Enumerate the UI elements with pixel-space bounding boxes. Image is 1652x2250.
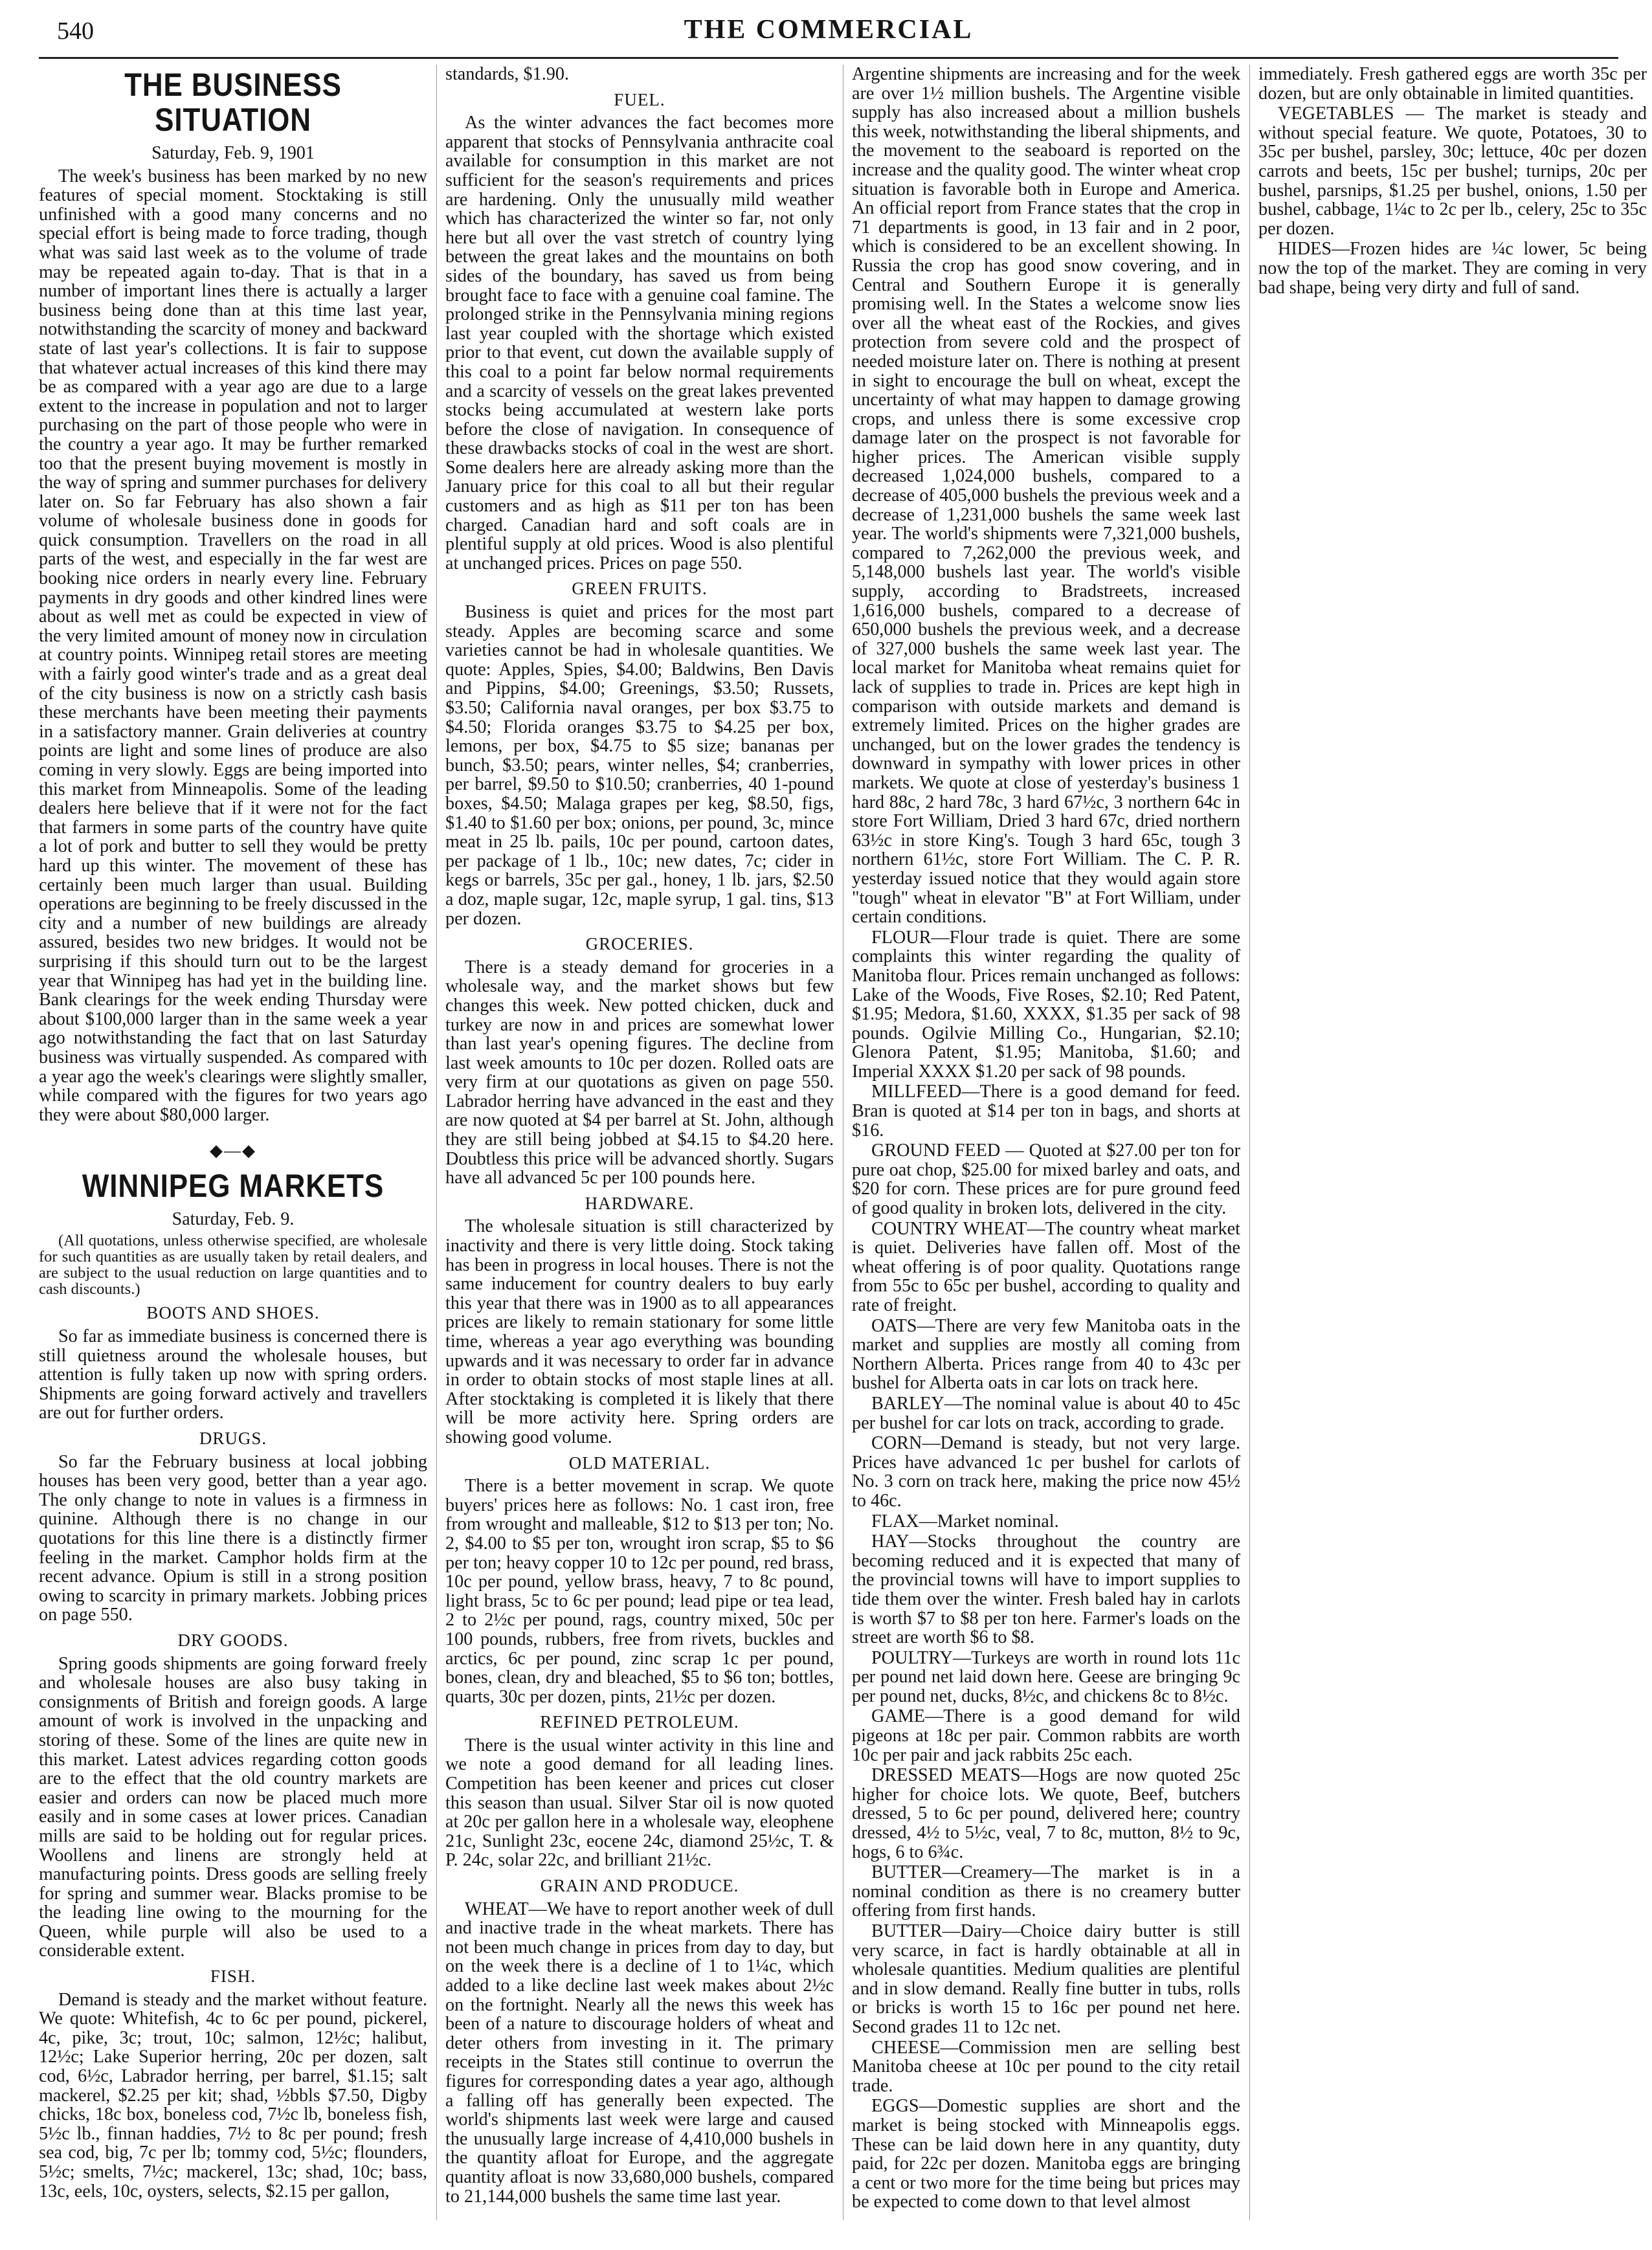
section-paragraph: HAY—Stocks throughout the country are becoming reduced and it is expected that many of the provincial towns will have to import supplies to tide them over the winter. Fresh baled hay in carlots is worth $7 to $8 per ton here. Farmer's loads on the street are worth $6 to $8. [852,1532,1240,1648]
section-paragraph: standards, $1.90. [445,65,570,84]
section-heading: HARDWARE. [585,1193,695,1213]
section-paragraph: POULTRY—Turkeys are worth in round lots 11c per pound net laid down here. Geese are bringing 9c per pound net, ducks, 8½c, and chickens 8c to 8½c. [852,1647,1240,1706]
section-paragraph: GROUND FEED — Quoted at $27.00 per ton for pure oat chop, $25.00 for mixed barley and oats, and $20 for corn. These prices are for pure ground feed of good quality in broken lots, delivered in the city. [852,1141,1240,1219]
section-paragraph: COUNTRY WHEAT—The country wheat market is quiet. Deliveries have fallen off. Most of the wheat offering is of poor quality. Quotations range from 55c to 65c per bushel, according to quality and rate of freight. [852,1218,1240,1315]
section-heading: BOOTS AND SHOES. [146,1303,320,1323]
section-paragraph: So far the February business at local jobbing houses has been very good, better than a year ago. The only change to note in values is a firmness in quinine. Although there is no change in our quotations for this line there is a distinctly firmer feeling in the market. Camphor holds firm at the recent advance. Opium is still in a strong position owing to scarcity in primary markets. Jobbing prices on page 550. [39,1451,427,1625]
section-paragraph: Spring goods shipments are going forward freely and wholesale houses are also busy taking in consignments of British and foreign goods. A large amount of work is involved in the unpacking and storing of these. Some of the lines are quite new in this market. Latest advices regarding cotton goods are to the effect that the old country markets are easier and orders can now be placed much more easily and in some cases at lower prices. Canadian mills are said to be holding out for regular prices. Woollens and linens are strongly held at manufacturing points. Dress goods are selling freely for spring and summer wear. Blacks promise to be the leading line owing to the mourning for the Queen, while purple will also be used to a considerable extent. [39,1653,427,1961]
section-paragraph: FLAX—Market nominal. [871,1511,1059,1532]
business-heading: THE BUSINESS SITUATION [124,67,342,138]
masthead [39,14,1618,53]
column-divider [436,65,437,2220]
section-paragraph: FLOUR—Flour trade is quiet. There are some complaints this winter regarding the quality of Manitoba flour. Prices remain unchanged as follows: Lake of the Woods, Five Roses, $2.10; Red Patent, $1.95; Medora, $1.60, XXXX, $1.35 per sack of 98 pounds. Ogilvie Milling Co., Hungarian, $2.10; Glenora Patent, $1.95; Manitoba, $1.60; and Imperial XXXX $1.20 per sack of 98 pounds. [852,927,1240,1082]
section-heading: GROCERIES. [585,934,694,954]
markets-note: (All quotations, unless otherwise specified, are wholesale for such quantities as are usually taken by retail dealers, and are subject to the usual reduction on large quantities and to cash discounts.) [39,1232,427,1298]
section-paragraph: DRESSED MEATS—Hogs are now quoted 25c higher for choice lots. We quote, Beef, butchers dressed, 5 to 6c per pound, delivered here; country dressed, 4½ to 5½c, veal, 7 to 8c, mutton, 8½ to 9c, hogs, 6 to 6¾c. [852,1765,1240,1862]
section-paragraph: There is the usual winter activity in this line and we note a good demand for all leading lines. Competition has been keener and prices cut closer this season than usual. Silver Star oil is now quoted at 20c per gallon here in a wholesale way, eleophene 21c, Sunlight 23c, eocene 24c, diamond 25½c, T. & P. 24c, solar 22c, and brilliant 21½c. [445,1735,834,1871]
section-paragraph: OATS—There are very few Manitoba oats in the market and supplies are mostly all coming from Northern Alberta. Prices range from 40 to 43c per bushel for Alberta oats in car lots on track here. [852,1315,1240,1394]
business-paragraph: The week's business has been marked by no new features of special moment. Stocktaking is still unfinished with a good many concerns and no special effort is being made to force trading, though what was said last week as to the volume of trade may be repeated again to-day. That is that in a number of important lines there is actually a larger business being done than at this time last year, notwithstanding the scarcity of money and backward state of last year's collections. It is fair to suppose that whatever actual increases of this kind there may be as compared with a year ago are due to a large extent to the increase in population and not to larger purchasing on the part of those people who were in the country a year ago. It may be further remarked too that the present buying movement is mostly in the way of spring and summer purchases for delivery later on. So far February has also shown a fair volume of wholesale business done in goods for quick consumption. Travellers on the road in all parts of the west, and especially in the far west are booking nice orders in nearly every line. February payments in dry goods and other kindred lines were about as well met as could be expected in view of the very limited amount of money now in circulation at country points. Winnipeg retail stores are meeting with a fairly good winter's trade and as a great deal of the city business is now on a strictly cash basis these merchants have been meeting their payments in a satisfactory manner. Grain deliveries at country points are light and some lines of produce are also coming in very slowly. Eggs are being imported into this market from Minneapolis. Some of the leading dealers here believe that if it were not for the fact that farmers in some parts of the country have quite a lot of pork and butter to sell they would be pretty hard up this winter. The movement of these has certainly been much larger than usual. Building operations are beginning to be freely discussed in the city and a number of new buildings are already assured, besides two new bridges. It would not be surprising if this should turn out to be the largest year that Winnipeg has had yet in the building line. Bank clearings for the week ending Thursday were about $100,000 larger than in the same week a year ago notwithstanding the fact that on last Saturday business was virtually suspended. As compared with a year ago the week's clearings were slightly smaller, while compared with the figures for two years ago they were about $80,000 larger. [39,166,427,1125]
section-paragraph: Demand is steady and the market without feature. We quote: Whitefish, 4c to 6c per pound, pickerel, 4c, pike, 3c; trout, 10c; salmon, 12½c; halibut, 12½c; Lake Superior herring, 20c per dozen, salt cod, 6½c, Labrador herring, per barrel, $1.15; salt mackerel, $2.25 per kit; shad, ½bbls $7.50, Digby chicks, 18c box, boneless cod, 7½c lb, boneless fish, 5½c lb., finnan haddies, 7½ to 8c per pound; fresh sea cod, big, 7c per lb; tommy cod, 5½c; flounders, 5½c; smelts, 7½c; mackerel, 13c; shad, 10c; bass, 13c, eels, 10c, oysters, selects, $2.15 per gallon, [39,1989,427,2201]
masthead-rule [39,57,1618,59]
running-head: THE COMMERCIAL [684,15,974,45]
section-heading: DRY GOODS. [177,1630,289,1650]
section-paragraph: BARLEY—The nominal value is about 40 to 45c per bushel for car lots on track, according to grade. [852,1393,1240,1433]
section-paragraph: As the winter advances the fact becomes more apparent that stocks of Pennsylvania anthracite coal available for consumption in this market are not sufficient for the season's requirements and prices are hardening. Only the unusually mild weather which has characterized the winter so far, not only here but all over the vast stretch of country lying between the great lakes and the mountains on both sides of the boundary, has saved us from being brought face to face with a genuine coal famine. The prolonged strike in the Pennsylvania mining regions last year coupled with the shortage which existed prior to that event, cut down the available supply of this coal to a point far below normal requirements and a scarcity of vessels on the great lakes prevented stocks being accumulated at western lake ports before the close of navigation. In consequence of these drawbacks stocks of coal in the west are short. Some dealers here are already asking more than the January price for this coal to all but their regular customers and as high as $11 per ton has been charged. Canadian hard and soft coals are in plentiful supply at old prices. Wood is also plentiful at unchanged prices. Prices on page 550. [445,113,834,574]
section-paragraph: WHEAT—We have to report another week of dull and inactive trade in the wheat markets. There has not been much change in prices from day to day, but on the week there is a decline of 1 to 1¼c, which added to a like decline last week makes about 2½c on the fortnight. Nearly all the news this week has been of a nature to discourage holders of wheat and deter others from investing in it. The primary receipts in the States still continue to overrun the figures for corresponding dates a year ago, although a falling off has generally been expected. The world's shipments last week were large and caused the unusually large increase of 4,410,000 bushels in the quantity afloat for Europe, and the aggregate quantity afloat is now 33,680,000 bushels, compared to 21,144,000 bushels the same time last year. [445,1899,834,2207]
article-separator: ◆—◆ [210,1141,256,1161]
business-dateline: Saturday, Feb. 9, 1901 [151,143,315,163]
section-paragraph: There is a better movement in scrap. We quote buyers' prices here as follows: No. 1 cast iron, free from wrought and malleable, $12 to $13 per ton; No. 2, $4.00 to $5 per ton, wrought iron scrap, $5 to $6 per ton; heavy copper 10 to 12c per pound, red brass, 10c per pound, yellow brass, heavy, 7 to 8c pound, light brass, 5c to 6c per pound; lead pipe or tea lead, 2 to 2½c per pound, rags, country mixed, 50c per 100 pounds, rubbers, free from rivets, buckles and arctics, 6c per pound, zinc scrap 1c per pound, bones, clean, dry and bleached, $5 to $6 ton; bottles, quarts, 30c per dozen, pints, 21½c per dozen. [445,1476,834,1707]
section-paragraph: HIDES—Frozen hides are ¼c lower, 5c being now the top of the market. They are coming in very bad shape, being very dirty and full of sand. [1258,239,1647,298]
section-heading: GRAIN AND PRODUCE. [540,1876,739,1896]
markets-dateline: Saturday, Feb. 9. [172,1209,295,1229]
section-paragraph: Argentine shipments are increasing and for the week are over 1½ million bushels. The Argentine visible supply has also increased about a million bushels this week, notwithstanding the liberal shipments, and the movement to the seaboard is reported on the increase and the quality good. The winter wheat crop situation is favorable both in Europe and America. An official report from France states that the crop in 71 departments is good, in 13 fair and in 2 poor, which is considered to be an excellent showing. In Russia the crop has good snow covering, and in Central and Southern Europe it is generally promising well. In the States a welcome snow lies over all the wheat east of the Rockies, and gives protection from severe cold and the prospect of needed moisture later on. There is nothing at present in sight to encourage the bull on wheat, except the uncertainty of what may happen to damage growing crops, and unless there is some excessive crop damage later on the prospect is not favorable for higher prices. The American visible supply decreased 1,024,000 bushels, compared to a decrease of 405,000 bushels the previous week and a decrease of 1,231,000 bushels the same week last year. The world's shipments were 7,321,000 bushels, compared to 7,262,000 the previous week, and 5,148,000 bushels last year. The world's visible supply, according to Bradstreets, increased 1,616,000 bushels, compared to a decrease of 650,000 bushels the previous week, and a decrease of 327,000 bushels the same week last year. The local market for Manitoba wheat remains quiet for lack of supplies to trade in. Prices are kept high in comparison with outside markets and demand is extremely limited. Prices on the higher grades are unchanged, but on the lower grades the tendency is downward in sympathy with lower prices in other markets. We quote at close of yesterday's business 1 hard 88c, 2 hard 78c, 3 hard 67½c, 3 northern 64c in store Fort William, Dried 3 hard 67c, dried northern 63½c in store King's. Tough 3 hard 65c, tough 3 northern 61½c, store Fort William. The C. P. R. yesterday issued notice that they would again store "tough" wheat in elevator "B" at Fort William, under certain conditions. [852,65,1240,928]
section-paragraph: So far as immediate business is concerned there is still quietness around the wholesale houses, but attention is fully taken up now with spring orders. Shipments are going forward actively and travellers are out for further orders. [39,1326,427,1423]
section-paragraph: BUTTER—Dairy—Choice dairy butter is still very scarce, in fact is hardly obtainable at all in wholesale quantities. Medium qualities are plentiful and in slow demand. Really fine butter in tubs, rolls or bricks is worth 15 to 16c per pound net here. Second grades 11 to 12c net. [852,1921,1240,2037]
section-paragraph: CORN—Demand is steady, but not very large. Prices have advanced 1c per bushel for carlots of No. 3 corn on track here, making the price now 45½ to 46c. [852,1433,1240,1511]
column-divider [1249,65,1250,2220]
section-heading: DRUGS. [199,1429,267,1449]
section-paragraph: MILLFEED—There is a good demand for feed. Bran is quoted at $14 per ton in bags, and shorts at $16. [852,1082,1240,1141]
column-3 [852,65,1240,2220]
column-2 [445,65,834,2220]
section-paragraph: immediately. Fresh gathered eggs are worth 35c per dozen, but are only obtainable in limited quantities. [1258,65,1647,104]
section-paragraph: Business is quiet and prices for the most part steady. Apples are becoming scarce and some varieties cannot be had in wholesale quantities. We quote: Apples, Spies, $4.00; Baldwins, Ben Davis and Pippins, $4.00; Greenings, $3.50; Russets, $3.50; California naval oranges, per box $3.75 to $4.50; Florida oranges $3.75 to $4.25 per box, lemons, per box, $4.75 to $5 size; bananas per bunch, $3.50; pears, winter nelles, $4; cranberries, per barrel, $9.50 to $10.50; cranberries, 40 1-pound boxes, $4.50; Malaga grapes per keg, $8.50, figs, $1.40 to $1.60 per box; onions, per pound, 3c, mince meat in 25 lb. pails, 10c per pound, cartoon dates, per package of 1 lb., 10c; new dates, 7c; cider in kegs or barrels, 35c per gal., honey, 1 lb. jars, $2.50 a doz, maple sugar, 12c, maple syrup, 1 gal. tins, $13 per dozen. [445,602,834,929]
section-paragraph: GAME—There is a good demand for wild pigeons at 18c per pair. Common rabbits are worth 10c per pair and jack rabbits 25c each. [852,1706,1240,1765]
section-paragraph: There is a steady demand for groceries in a wholesale way, and the market shows but few changes this week. New potted chicken, duck and turkey are now in and prices are somewhat lower than last year's opening figures. The decline from last week amounts to 10c per dozen. Rolled oats are very firm at our quotations as given on page 550. Labrador herring have advanced in the east and they are now quoted at $4 per barrel at St. John, although they are still being jobbed at $4.15 to $4.20 here. Doubtless this price will be advanced shortly. Sugars have all advanced 5c per 100 pounds here. [445,957,834,1188]
section-paragraph: CHEESE—Commission men are selling best Manitoba cheese at 10c per pound to the city retail trade. [852,2037,1240,2096]
section-paragraph: The wholesale situation is still characterized by inactivity and there is very little doing. Stock taking has been in progress in local houses. There is not the same inducement for country dealers to buy early this year that there was in 1900 as to all appearances prices are likely to remain stationary for some little time, whereas a year ago everything was bounding upwards and it was necessary to order far in advance in order to obtain stocks of most staple lines at all. After stocktaking is completed it is likely that there will be more activity here. Spring orders are showing good volume. [445,1216,834,1447]
section-heading: FUEL. [614,89,665,109]
column-1 [39,65,427,2220]
section-paragraph: EGGS—Domestic supplies are short and the market is being stocked with Minneapolis eggs. These can be laid down here in any quantity, duty paid, for 22c per dozen. Manitoba eggs are bringing a cent or two more for the time being but prices may be expected to come down to that level almost [852,2096,1240,2212]
section-heading: FISH. [210,1966,256,1987]
section-paragraph: VEGETABLES — The market is steady and without special feature. We quote, Potatoes, 30 to 35c per bushel, parsley, 30c; lettuce, 40c per dozen carrots and beets, 15c per bushel; turnips, 20c per bushel, parsnips, $1.25 per bushel, onions, 1.50 per bushel, cabbage, 1¼c to 2c per lb., celery, 25c to 35c per dozen. [1258,104,1647,239]
markets-heading: WINNIPEG MARKETS [82,1167,385,1204]
section-heading: GREEN FRUITS. [572,579,708,599]
section-heading: OLD MATERIAL. [568,1453,711,1473]
column-4 [1258,65,1647,2220]
section-heading: REFINED PETROLEUM. [540,1712,739,1732]
section-paragraph: BUTTER—Creamery—The market is in a nominal condition as there is no creamery butter offering from first hands. [852,1862,1240,1921]
page-number: 540 [57,17,94,45]
